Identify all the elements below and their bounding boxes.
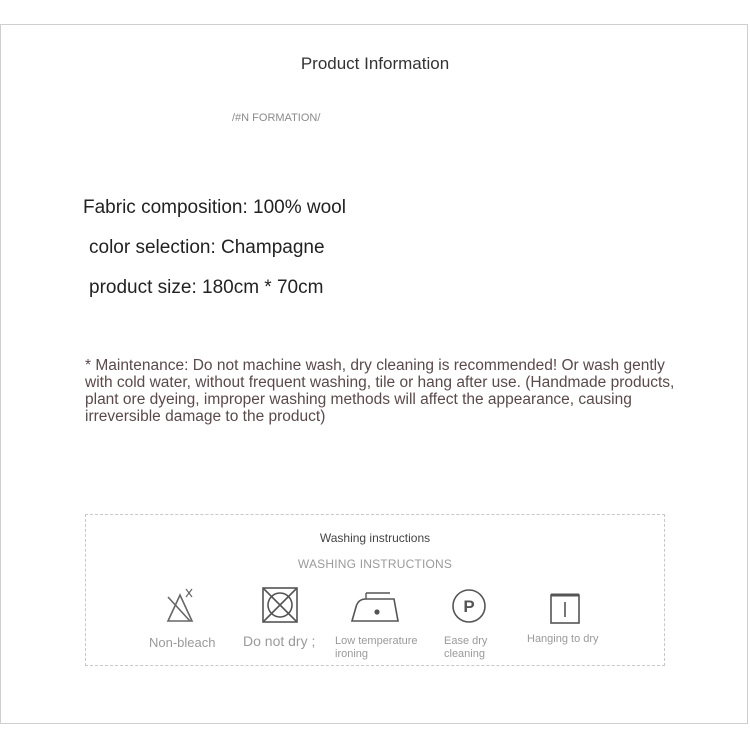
low-iron-label-line1: Low temperature [335, 635, 418, 647]
low-iron-icon [350, 591, 400, 625]
no-tumble-dry-label: Do not dry ; [243, 633, 316, 649]
no-tumble-dry-icon [261, 585, 299, 625]
no-bleach-icon [164, 585, 196, 625]
hang-dry-label: Hanging to dry [527, 633, 599, 645]
fabric-composition: Fabric composition: 100% wool [83, 197, 346, 218]
hang-dry-icon [549, 593, 581, 627]
dry-clean-p-icon [450, 587, 488, 625]
washing-title: Washing instructions [319, 531, 431, 545]
page-title: Product Information [300, 54, 450, 73]
washing-subtitle: WASHING INSTRUCTIONS [297, 557, 453, 571]
dry-clean-label-line2: cleaning [444, 648, 485, 660]
color-selection: color selection: Champagne [89, 237, 325, 258]
svg-text:P: P [463, 597, 475, 616]
maintenance-note: * Maintenance: Do not machine wash, dry cleaning is recommended! Or wash gently with cold water, without frequent washing, tile or hang after use. (Handmade products, plant ore dyeing, improper washing methods will affect the appearance, causing irreversible damage to the product) [85, 357, 675, 425]
dry-clean-label-line1: Ease dry [444, 635, 488, 647]
product-size: product size: 180cm * 70cm [89, 277, 324, 298]
page-subtitle: /#N FORMATION/ [232, 112, 321, 124]
no-bleach-label: Non-bleach [149, 635, 216, 650]
washing-instructions-panel [85, 514, 665, 666]
low-iron-label-line2: ironing [335, 648, 369, 660]
